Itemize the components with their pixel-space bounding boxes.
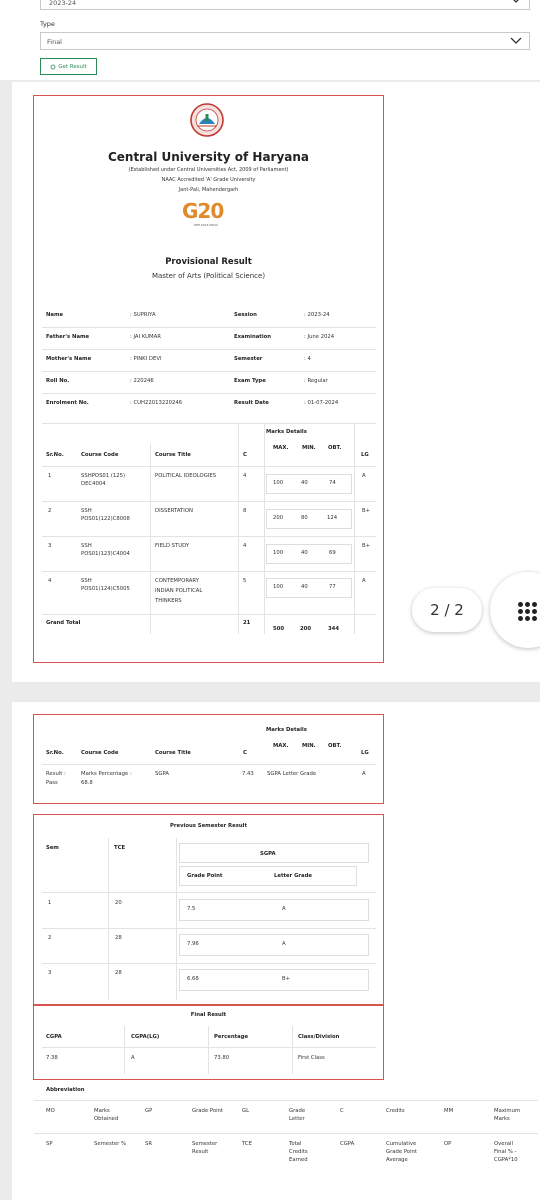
row-course-code-line2: POS01(124)C5005: [81, 586, 130, 592]
grand-total-max: 500: [273, 626, 285, 632]
divider: [42, 423, 376, 424]
min-header: MIN.: [302, 743, 316, 749]
page-indicator: 2 / 2: [412, 588, 482, 632]
abbreviation-code: SR: [145, 1141, 153, 1147]
cgpa-lg-label: CGPA(LG): [131, 1034, 160, 1040]
row-credit: 8: [243, 508, 247, 514]
divider: [42, 1047, 376, 1048]
name-label: Name: [46, 312, 64, 318]
marks-percentage-value: 68.8: [81, 780, 93, 786]
abbreviation-meaning: Grade Point: [192, 1108, 223, 1114]
type-label: Type: [40, 20, 55, 28]
prev-grade-cell: [179, 899, 369, 921]
lg-header: LG: [361, 750, 369, 756]
chevron-down-icon: [509, 0, 523, 7]
mother-label: Mother's Name: [46, 356, 92, 362]
row-course-title-line3: THINKERS: [155, 598, 182, 604]
sem-header: Sem: [46, 845, 59, 851]
max-header: MAX.: [273, 743, 289, 749]
university-established: (Established under Central Universities Act, 2009 of Parliament): [128, 167, 289, 173]
exam-type-label: Exam Type: [234, 378, 266, 384]
prev-sem: 3: [48, 970, 52, 976]
chevron-down-icon: [509, 34, 523, 48]
marks-percentage-label: Marks Percentage :: [81, 771, 132, 777]
roll-label: Roll No.: [46, 378, 70, 384]
column-divider: [108, 838, 109, 1000]
class-division-value: First Class: [298, 1055, 325, 1061]
result-title: Provisional Result: [165, 257, 252, 267]
type-select[interactable]: [40, 32, 530, 50]
percentage-label: Percentage: [214, 1034, 249, 1040]
university-logo-icon: [190, 102, 224, 138]
prev-sem: 2: [48, 935, 52, 941]
get-result-button[interactable]: [40, 58, 97, 75]
cgpa-label: CGPA: [46, 1034, 62, 1040]
row-course-title: FIELD STUDY: [155, 543, 190, 549]
prev-sem: 1: [48, 900, 52, 906]
examination-value: : June 2024: [304, 334, 335, 340]
year-select-value: 2023-24: [49, 0, 77, 7]
divider: [42, 501, 376, 502]
tce-header: TCE: [114, 845, 126, 851]
abbreviation-meaning: Cumulative Grade Point Average: [386, 1141, 417, 1164]
column-divider: [208, 1026, 209, 1074]
row-course-code-line2: POS01(122)C8008: [81, 516, 130, 522]
row-course-code: SSH: [81, 578, 92, 584]
programme-name: Master of Arts (Political Science): [151, 272, 266, 280]
prev-letter-grade: A: [282, 941, 286, 947]
prev-letter-grade: B+: [282, 976, 291, 982]
column-divider: [354, 423, 355, 634]
row-course-title-line2: INDIAN POLITICAL: [155, 588, 203, 594]
divider: [42, 327, 376, 328]
grid-icon: [518, 602, 538, 620]
row-credit: 4: [243, 543, 247, 549]
divider: [34, 1133, 538, 1134]
cgpa-value: 7.38: [46, 1055, 58, 1061]
abbreviation-code: SP: [46, 1141, 53, 1147]
row-srno: 3: [48, 543, 52, 549]
roll-value: : 220246: [130, 378, 154, 384]
row-course-code: SSH: [81, 543, 92, 549]
abbreviation-meaning: Semester Result: [192, 1141, 218, 1156]
father-name: : JAI KUMAR: [130, 334, 161, 340]
prev-tce: 28: [115, 970, 122, 976]
sgpa-letter-grade-value: A: [362, 771, 366, 777]
divider: [42, 466, 376, 467]
abbreviation-meaning: Semester %: [94, 1141, 127, 1147]
final-result-title: Final Result: [190, 1012, 227, 1018]
marks-details-header: Marks Details: [266, 727, 307, 733]
divider: [42, 571, 376, 572]
row-course-code-line2: DEC4004: [81, 481, 106, 487]
abbreviation-title: Abbreviation: [46, 1087, 85, 1093]
enrolment-label: Enrolment No.: [46, 400, 89, 406]
year-select[interactable]: [40, 0, 530, 10]
result-value: Pass: [46, 780, 58, 786]
prev-grade-point: 7.96: [187, 941, 199, 947]
row-lg: A: [362, 473, 366, 479]
university-location: Jant-Pali, Mahendergarh: [178, 187, 239, 193]
row-min: 40: [301, 550, 308, 556]
abbreviation-meaning: Overall Final % - CGPA*10: [494, 1141, 518, 1164]
row-course-code: SSH: [81, 508, 92, 514]
divider: [42, 536, 376, 537]
divider: [42, 928, 376, 929]
abbreviation-meaning: Maximum Marks: [494, 1108, 521, 1123]
result-page-2: [12, 702, 540, 1200]
type-select-value: Final: [47, 38, 62, 46]
letter-grade-header: Letter Grade: [274, 873, 312, 879]
get-result-label: Get Result: [58, 63, 87, 70]
row-max: 100: [273, 584, 284, 590]
g20-logo-text: G20: [182, 199, 224, 223]
enrolment-value: : CUH22013220246: [130, 400, 183, 406]
row-obt: 74: [329, 480, 336, 486]
row-course-title: DISSERTATION: [155, 508, 193, 514]
row-min: 80: [301, 515, 308, 521]
sgpa-value: 7.43: [242, 771, 254, 777]
abbreviation-code: CGPA: [340, 1141, 355, 1147]
g20-logo: [182, 199, 234, 233]
abbreviation-code: MO: [46, 1108, 55, 1114]
result-date-value: : 01-07-2024: [304, 400, 339, 406]
cgpa-lg-value: A: [131, 1055, 135, 1061]
srno-header: Sr.No.: [46, 452, 64, 458]
min-header: MIN.: [302, 445, 316, 451]
sgpa-header: SGPA: [260, 851, 276, 857]
row-srno: 4: [48, 578, 52, 584]
class-division-label: Class/Division: [298, 1034, 340, 1040]
prev-tce: 20: [115, 900, 122, 906]
max-header: MAX.: [273, 445, 289, 451]
divider: [42, 963, 376, 964]
divider: [42, 764, 376, 765]
column-divider: [176, 838, 177, 1000]
abbreviation-code: OP: [444, 1141, 452, 1147]
column-divider: [238, 423, 239, 634]
university-accreditation: NAAC Accredited 'A' Grade University: [161, 177, 256, 183]
university-name: Central University of Haryana: [107, 150, 310, 164]
column-divider: [124, 1026, 125, 1074]
marks-details-header: Marks Details: [266, 429, 307, 435]
mother-name: : PINKI DEVI: [130, 356, 162, 362]
row-credit: 4: [243, 473, 247, 479]
grand-total-label: Grand Total: [46, 620, 81, 626]
row-srno: 1: [48, 473, 52, 479]
abbreviation-code: MM: [444, 1108, 454, 1114]
divider: [42, 371, 376, 372]
abbreviation-code: GP: [145, 1108, 153, 1114]
session-value: : 2023-24: [304, 312, 330, 318]
srno-header: Sr.No.: [46, 750, 64, 756]
row-obt: 124: [327, 515, 338, 521]
exam-type-value: : Regular: [304, 378, 328, 384]
row-min: 40: [301, 584, 308, 590]
row-max: 100: [273, 550, 284, 556]
credit-header: C: [243, 452, 247, 458]
previous-semester-title: Previous Semester Result: [170, 823, 247, 829]
prev-grade-cell: [179, 934, 369, 956]
row-lg: B+: [362, 543, 371, 549]
credit-header: C: [243, 750, 247, 756]
abbreviation-meaning: Grade Letter: [289, 1108, 306, 1123]
row-course-code: SSHPOS01 (125): [81, 473, 126, 479]
row-srno: 2: [48, 508, 52, 514]
divider: [42, 892, 376, 893]
student-name: : SUPRIYA: [130, 312, 156, 318]
column-divider: [150, 444, 151, 634]
row-course-title: CONTEMPORARY: [155, 578, 200, 584]
abbreviation-code: C: [340, 1108, 344, 1114]
grand-total-min: 200: [300, 626, 312, 632]
percentage-value: 73.80: [214, 1055, 230, 1061]
abbreviation-code: GL: [242, 1108, 250, 1114]
divider: [42, 349, 376, 350]
row-max: 100: [273, 480, 284, 486]
examination-label: Examination: [234, 334, 272, 340]
semester-value: : 4: [304, 356, 311, 362]
prev-grade-point: 7.5: [187, 906, 196, 912]
obt-header: OBT.: [328, 445, 342, 451]
divider: [42, 393, 376, 394]
row-course-title: POLITICAL IDEOLOGIES: [155, 473, 217, 479]
course-code-header: Course Code: [81, 452, 119, 458]
column-divider: [292, 1026, 293, 1074]
result-date-label: Result Date: [234, 400, 269, 406]
row-obt: 77: [329, 584, 336, 590]
abbreviation-code: TCE: [242, 1141, 252, 1147]
abbreviation-meaning: Credits: [386, 1108, 405, 1114]
summary-frame: [33, 714, 384, 804]
row-credit: 5: [243, 578, 247, 584]
father-label: Father's Name: [46, 334, 90, 340]
row-obt: 69: [329, 550, 336, 556]
session-label: Session: [234, 312, 257, 318]
search-icon: [50, 64, 56, 70]
grand-total-obt: 344: [328, 626, 340, 632]
abbreviation-meaning: Marks Obtained: [94, 1108, 119, 1123]
sgpa-label: SGPA: [155, 771, 169, 777]
prev-grade-cell: [179, 969, 369, 991]
lg-header: LG: [361, 452, 369, 458]
row-lg: A: [362, 578, 366, 584]
course-title-header: Course Title: [155, 452, 191, 458]
result-label: Result :: [46, 771, 66, 777]
g20-logo-subtitle: भारत 2023 INDIA: [194, 223, 218, 227]
divider: [42, 614, 376, 615]
prev-letter-grade: A: [282, 906, 286, 912]
column-divider: [264, 423, 265, 634]
sgpa-letter-grade-label: SGPA Letter Grade: [267, 771, 317, 777]
divider: [34, 1100, 538, 1101]
prev-tce: 28: [115, 935, 122, 941]
result-form: [0, 0, 540, 80]
row-min: 40: [301, 480, 308, 486]
row-max: 200: [273, 515, 284, 521]
semester-label: Semester: [234, 356, 263, 362]
row-lg: B+: [362, 508, 371, 514]
grand-total-credit: 21: [243, 620, 251, 626]
course-title-header: Course Title: [155, 750, 191, 756]
row-course-code-line2: POS01(123)C4004: [81, 551, 130, 557]
abbreviation-meaning: Total Credits Earned: [289, 1141, 308, 1164]
grade-point-header: Grade Point: [187, 873, 223, 879]
course-code-header: Course Code: [81, 750, 119, 756]
prev-grade-point: 6.68: [187, 976, 199, 982]
obt-header: OBT.: [328, 743, 342, 749]
